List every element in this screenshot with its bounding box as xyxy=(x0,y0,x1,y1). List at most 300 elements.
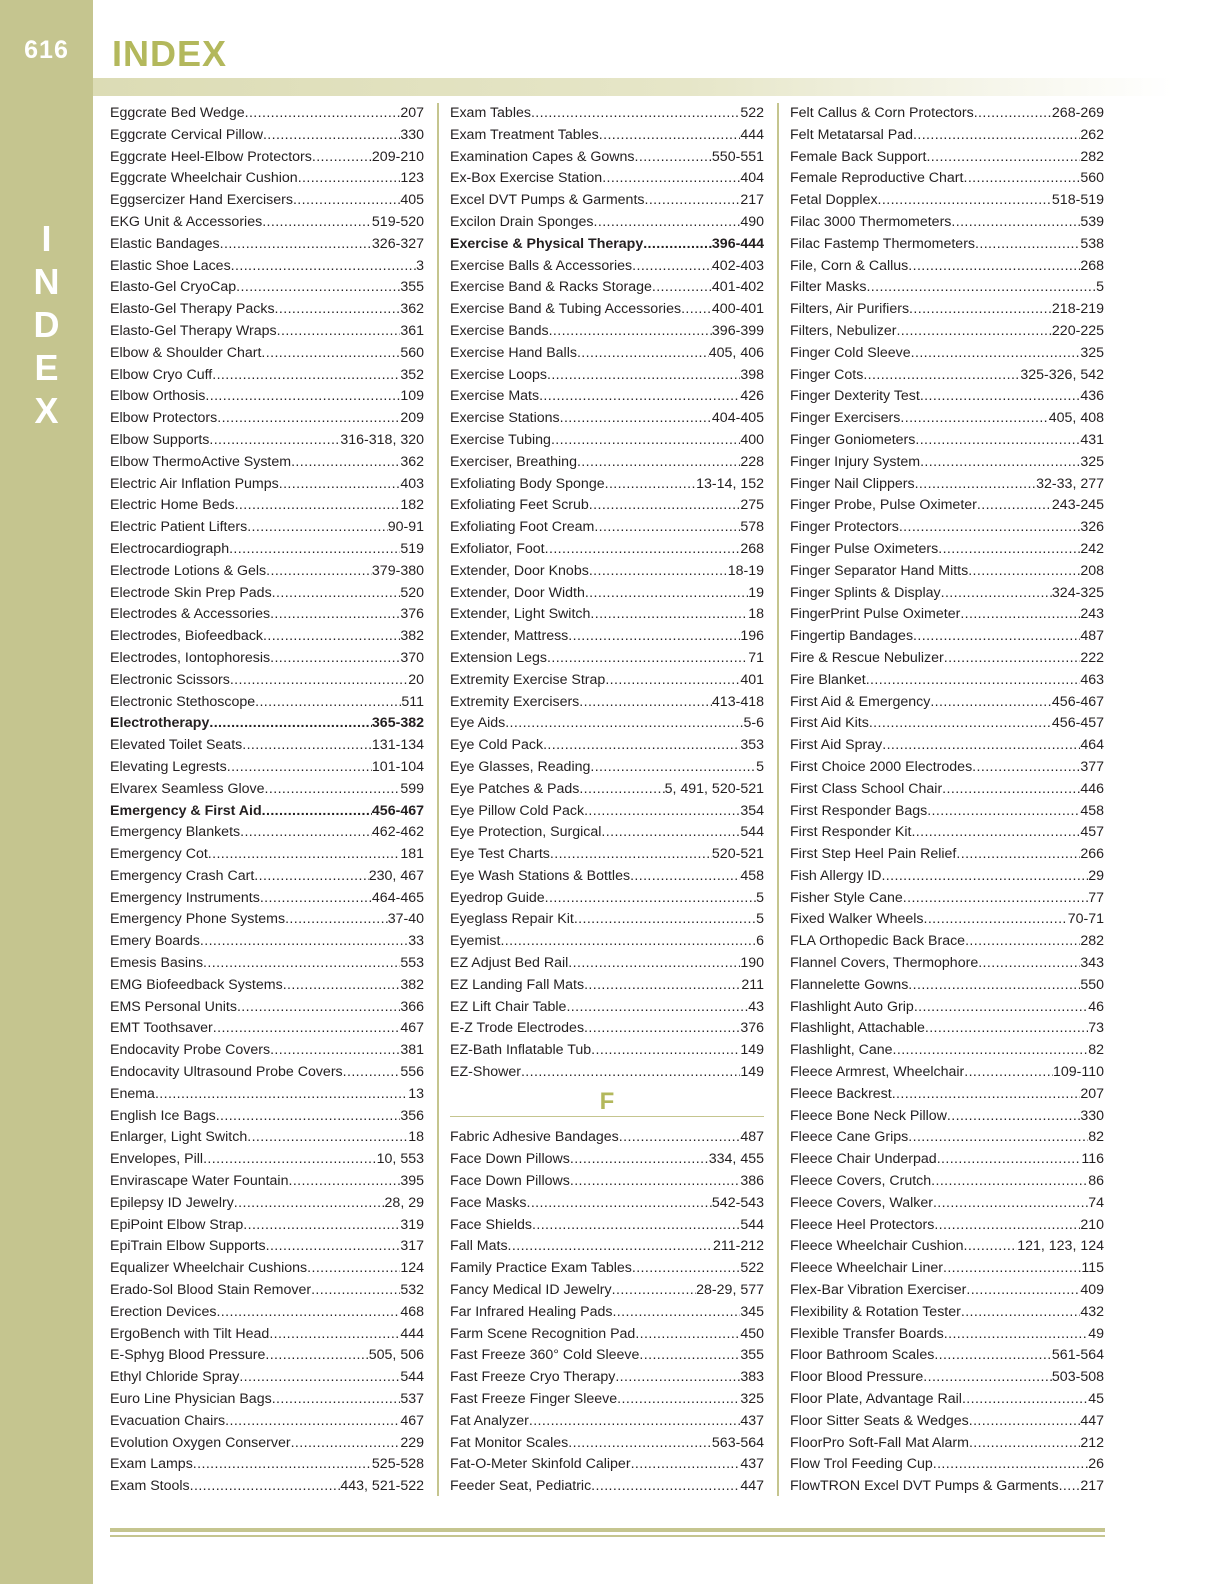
entry-page-ref: 544 xyxy=(740,824,764,841)
entry-page-ref: 544 xyxy=(740,1216,764,1233)
index-entry xyxy=(790,495,1104,517)
entry-name: Exercise Mats xyxy=(450,388,540,405)
index-entry xyxy=(110,844,424,866)
index-entry xyxy=(450,692,764,714)
dot-leader xyxy=(681,299,712,321)
index-entry xyxy=(110,1258,424,1280)
entry-name: Filter Masks xyxy=(790,279,867,296)
dot-leader xyxy=(209,713,372,735)
index-entry xyxy=(110,583,424,605)
index-entry xyxy=(110,1106,424,1128)
index-entry xyxy=(110,779,424,801)
entry-page-ref: 10, 553 xyxy=(376,1151,424,1168)
index-entry xyxy=(110,452,424,474)
entry-page-ref: 282 xyxy=(1080,933,1104,950)
dot-leader xyxy=(900,408,1048,430)
entry-name: Emergency & First Aid xyxy=(110,802,262,819)
entry-page-ref: 109 xyxy=(400,388,424,405)
dot-leader xyxy=(288,1171,400,1193)
entry-name: Flannel Covers, Thermophore xyxy=(790,955,979,972)
entry-name: Filters, Air Purifiers xyxy=(790,301,910,318)
index-entry xyxy=(790,583,1104,605)
entry-name: Eyemist xyxy=(450,933,501,950)
entry-name: Felt Metatarsal Pad xyxy=(790,126,914,143)
entry-name: FingerPrint Pulse Oximeter xyxy=(790,606,961,623)
entry-page-ref: 230, 467 xyxy=(368,867,424,884)
dot-leader xyxy=(934,1345,1052,1367)
dot-leader xyxy=(605,670,740,692)
dot-leader xyxy=(543,735,740,757)
dot-leader xyxy=(920,386,1080,408)
index-entry xyxy=(790,931,1104,953)
side-letter: D xyxy=(33,304,60,345)
entry-name: Exam Treatment Tables xyxy=(450,126,599,143)
index-entry xyxy=(110,365,424,387)
index-entry xyxy=(450,1433,764,1455)
dot-leader xyxy=(899,517,1081,539)
dot-leader xyxy=(630,866,740,888)
entry-name: Female Reproductive Chart xyxy=(790,170,964,187)
entry-name: Fleece Backrest xyxy=(790,1085,892,1102)
dot-leader xyxy=(508,1236,713,1258)
entry-page-ref: 82 xyxy=(1088,1042,1104,1059)
entry-name: Flashlight, Attachable xyxy=(790,1020,925,1037)
index-entry xyxy=(450,365,764,387)
index-entry xyxy=(110,1345,424,1367)
dot-leader xyxy=(579,692,712,714)
entry-page-ref: 446 xyxy=(1080,780,1104,797)
entry-page-ref: 207 xyxy=(1080,1085,1104,1102)
dot-leader xyxy=(908,256,1080,278)
dot-leader xyxy=(869,713,1052,735)
entry-page-ref: 519-520 xyxy=(371,213,424,230)
dot-leader xyxy=(590,757,756,779)
entry-name: Ex-Box Exercise Station xyxy=(450,170,603,187)
entry-page-ref: 400-401 xyxy=(711,301,764,318)
entry-name: Flashlight Auto Grip xyxy=(790,998,914,1015)
entry-page-ref: 525-528 xyxy=(371,1456,424,1473)
index-entry xyxy=(450,1193,764,1215)
entry-name: Fleece Chair Underpad xyxy=(790,1151,937,1168)
entry-name: Endocavity Ultrasound Probe Covers xyxy=(110,1064,343,1081)
footer-rule-thin xyxy=(110,1535,1105,1537)
index-entry xyxy=(110,801,424,823)
entry-name: Elasto-Gel CryoCap xyxy=(110,279,237,296)
entry-page-ref: 5 xyxy=(756,889,764,906)
entry-name: Exam Tables xyxy=(450,105,531,121)
index-entry xyxy=(450,212,764,234)
entry-name: Extender, Door Width xyxy=(450,584,585,601)
dot-leader xyxy=(619,1127,741,1149)
entry-page-ref: 181 xyxy=(400,846,424,863)
dot-leader xyxy=(547,648,748,670)
dot-leader xyxy=(930,692,1052,714)
index-entry xyxy=(790,1236,1104,1258)
index-entry xyxy=(450,735,764,757)
entry-name: Elbow Orthosis xyxy=(110,388,206,405)
entry-page-ref: 404 xyxy=(740,170,764,187)
page-title: INDEX xyxy=(112,33,228,74)
dot-leader xyxy=(291,452,400,474)
entry-page-ref: 538 xyxy=(1080,235,1104,252)
entry-page-ref: 468 xyxy=(400,1303,424,1320)
entry-page-ref: 316-318, 320 xyxy=(340,431,424,448)
index-entry xyxy=(790,1367,1104,1389)
entry-name: Flashlight, Cane xyxy=(790,1042,893,1059)
entry-name: Elasto-Gel Therapy Packs xyxy=(110,301,275,318)
dot-leader xyxy=(263,626,400,648)
entry-name: Fall Mats xyxy=(450,1238,508,1255)
dot-leader xyxy=(245,103,401,125)
dot-leader xyxy=(896,321,1051,343)
dot-leader xyxy=(632,256,712,278)
dot-leader xyxy=(589,495,741,517)
dot-leader xyxy=(545,539,741,561)
entry-name: EKG Unit & Accessories xyxy=(110,213,263,230)
dot-leader xyxy=(951,212,1080,234)
entry-name: Erado-Sol Blood Stain Remover xyxy=(110,1282,312,1299)
entry-page-ref: 20 xyxy=(408,671,424,688)
dot-leader xyxy=(601,822,740,844)
index-entry xyxy=(790,997,1104,1019)
index-entry xyxy=(450,1389,764,1411)
dot-leader xyxy=(193,1454,372,1476)
entry-name: Exfoliator, Foot xyxy=(450,540,545,557)
entry-page-ref: 520 xyxy=(400,584,424,601)
entry-page-ref: 268 xyxy=(740,540,764,557)
dot-leader xyxy=(272,1389,401,1411)
entry-page-ref: 544 xyxy=(400,1369,424,1386)
entry-page-ref: 450 xyxy=(740,1325,764,1342)
entry-name: Fire Blanket xyxy=(790,671,866,688)
dot-leader xyxy=(977,495,1052,517)
index-entry xyxy=(450,626,764,648)
dot-leader xyxy=(255,692,401,714)
entry-name: Finger Probe, Pulse Oximeter xyxy=(790,497,977,514)
dot-leader xyxy=(568,626,740,648)
index-column-1 xyxy=(110,103,424,1498)
entry-page-ref: 386 xyxy=(740,1173,764,1190)
dot-leader xyxy=(933,1193,1088,1215)
index-entry xyxy=(450,452,764,474)
entry-name: English Ice Bags xyxy=(110,1107,216,1124)
dot-leader xyxy=(213,1018,401,1040)
dot-leader xyxy=(941,583,1052,605)
entry-page-ref: 599 xyxy=(400,780,424,797)
index-entry xyxy=(790,1345,1104,1367)
entry-page-ref: 437 xyxy=(740,1412,764,1429)
entry-page-ref: 326 xyxy=(1080,519,1104,536)
entry-page-ref: 518-519 xyxy=(1051,192,1104,209)
entry-page-ref: 355 xyxy=(740,1347,764,1364)
entry-page-ref: 211 xyxy=(741,976,764,993)
index-entry xyxy=(110,1084,424,1106)
entry-page-ref: 467 xyxy=(400,1412,424,1429)
dot-leader xyxy=(964,1062,1053,1084)
index-entry xyxy=(450,1040,764,1062)
dot-leader xyxy=(270,1040,400,1062)
index-entry xyxy=(450,1127,764,1149)
index-entry xyxy=(450,1171,764,1193)
page-number: 616 xyxy=(24,36,69,64)
index-entry xyxy=(110,212,424,234)
dot-leader xyxy=(972,757,1080,779)
index-entry xyxy=(110,1193,424,1215)
index-entry xyxy=(790,1149,1104,1171)
entry-page-ref: 217 xyxy=(740,192,764,209)
dot-leader xyxy=(968,561,1080,583)
dot-leader xyxy=(263,125,400,147)
entry-name: Exfoliating Body Sponge xyxy=(450,475,605,492)
dot-leader xyxy=(577,343,709,365)
dot-leader xyxy=(643,234,712,256)
index-entry xyxy=(450,648,764,670)
dot-leader xyxy=(254,866,368,888)
entry-name: Face Masks xyxy=(450,1194,527,1211)
dot-leader xyxy=(975,234,1080,256)
entry-name: Fast Freeze Cryo Therapy xyxy=(450,1369,616,1386)
entry-name: E-Sphyg Blood Pressure xyxy=(110,1347,266,1364)
entry-name: Exercise Hand Balls xyxy=(450,344,577,361)
index-entry xyxy=(790,1127,1104,1149)
entry-name: Eggcrate Heel-Elbow Protectors xyxy=(110,148,312,165)
entry-name: Finger Nail Clippers xyxy=(790,475,915,492)
column-divider xyxy=(437,103,439,1496)
column-divider xyxy=(777,103,779,1496)
dot-leader xyxy=(947,1106,1080,1128)
index-entry xyxy=(110,1302,424,1324)
index-entry xyxy=(790,626,1104,648)
dot-leader xyxy=(589,561,728,583)
index-entry xyxy=(110,1062,424,1084)
entry-page-ref: 519 xyxy=(400,540,424,557)
entry-name: Felt Callus & Corn Protectors xyxy=(790,105,974,121)
entry-page-ref: 330 xyxy=(400,126,424,143)
entry-name: Finger Cots xyxy=(790,366,864,383)
entry-page-ref: 149 xyxy=(740,1064,764,1081)
index-entry xyxy=(790,779,1104,801)
entry-page-ref: 457 xyxy=(1080,824,1104,841)
entry-name: EZ-Bath Inflatable Tub xyxy=(450,1042,592,1059)
dot-leader xyxy=(529,1411,740,1433)
entry-page-ref: 124 xyxy=(400,1260,424,1277)
entry-page-ref: 431 xyxy=(1080,431,1104,448)
dot-leader xyxy=(235,495,401,517)
dot-leader xyxy=(617,1389,740,1411)
entry-name: Electrodes & Accessories xyxy=(110,606,271,623)
index-entry xyxy=(450,1476,764,1498)
dot-leader xyxy=(203,1149,377,1171)
index-entry xyxy=(450,561,764,583)
index-entry xyxy=(110,1324,424,1346)
dot-leader xyxy=(343,1062,401,1084)
entry-name: Finger Splints & Display xyxy=(790,584,941,601)
entry-name: EZ-Shower xyxy=(450,1064,521,1081)
dot-leader xyxy=(231,256,416,278)
index-entry xyxy=(790,168,1104,190)
entry-name: Finger Pulse Oximeters xyxy=(790,540,939,557)
entry-name: Eye Aids xyxy=(450,715,506,732)
index-entry xyxy=(110,321,424,343)
entry-name: Electrode Skin Prep Pads xyxy=(110,584,272,601)
entry-page-ref: 426 xyxy=(740,388,764,405)
entry-page-ref: 560 xyxy=(1080,170,1104,187)
dot-leader xyxy=(568,1433,712,1455)
dot-leader xyxy=(594,517,740,539)
entry-name: Electric Home Beds xyxy=(110,497,235,514)
entry-name: Finger Protectors xyxy=(790,519,899,536)
dot-leader xyxy=(632,1258,740,1280)
entry-page-ref: 325-326, 542 xyxy=(1020,366,1104,383)
entry-name: E-Z Trode Electrodes xyxy=(450,1020,585,1037)
entry-page-ref: 209 xyxy=(400,410,424,427)
dot-leader xyxy=(963,168,1080,190)
entry-page-ref: 326-327 xyxy=(371,235,424,252)
dot-leader xyxy=(915,430,1080,452)
index-entry xyxy=(790,234,1104,256)
entry-name: First Choice 2000 Electrodes xyxy=(790,758,973,775)
entry-page-ref: 437 xyxy=(740,1456,764,1473)
index-entry xyxy=(110,539,424,561)
index-entry xyxy=(450,474,764,496)
index-entry xyxy=(790,975,1104,997)
dot-leader xyxy=(291,1433,401,1455)
dot-leader xyxy=(242,735,372,757)
entry-name: Floor Blood Pressure xyxy=(790,1369,924,1386)
dot-leader xyxy=(526,1193,711,1215)
entry-name: Extremity Exercisers xyxy=(450,693,580,710)
entry-name: First Class School Chair xyxy=(790,780,943,797)
index-entry xyxy=(790,844,1104,866)
entry-name: Elastic Shoe Laces xyxy=(110,257,231,274)
entry-name: Enlarger, Light Switch xyxy=(110,1129,248,1146)
entry-name: Finger Separator Hand Mitts xyxy=(790,562,969,579)
index-entry xyxy=(450,386,764,408)
entry-page-ref: 550 xyxy=(1080,976,1104,993)
entry-name: EMT Toothsaver xyxy=(110,1020,213,1037)
index-entry xyxy=(450,975,764,997)
index-entry xyxy=(790,408,1104,430)
entry-page-ref: 266 xyxy=(1080,846,1104,863)
entry-name: Exfoliating Foot Cream xyxy=(450,519,595,536)
dot-leader xyxy=(639,1345,740,1367)
index-entry xyxy=(450,757,764,779)
dot-leader xyxy=(866,670,1081,692)
index-entry xyxy=(110,190,424,212)
index-column-3 xyxy=(790,103,1104,1498)
dot-leader xyxy=(908,1127,1088,1149)
entry-name: Eye Test Charts xyxy=(450,846,550,863)
entry-page-ref: 505, 506 xyxy=(368,1347,424,1364)
dot-leader xyxy=(205,386,400,408)
dot-leader xyxy=(915,474,1037,496)
entry-name: Family Practice Exam Tables xyxy=(450,1260,632,1277)
index-entry xyxy=(110,256,424,278)
dot-leader xyxy=(866,277,1096,299)
entry-name: Elasto-Gel Therapy Wraps xyxy=(110,322,277,339)
dot-leader xyxy=(644,190,740,212)
dot-leader xyxy=(234,1193,385,1215)
dot-leader xyxy=(584,1018,740,1040)
index-entry xyxy=(110,168,424,190)
entry-page-ref: 282 xyxy=(1080,148,1104,165)
index-entry xyxy=(450,1062,764,1084)
dot-leader xyxy=(631,1454,741,1476)
index-entry xyxy=(450,517,764,539)
entry-page-ref: 18-19 xyxy=(727,562,764,579)
entry-page-ref: 464-465 xyxy=(371,889,424,906)
entry-page-ref: 456-457 xyxy=(1051,715,1104,732)
entry-page-ref: 121, 123, 124 xyxy=(1017,1238,1104,1255)
index-entry xyxy=(790,125,1104,147)
entry-name: Elbow Supports xyxy=(110,431,210,448)
dot-leader xyxy=(212,365,400,387)
index-entry xyxy=(110,495,424,517)
entry-name: Fabric Adhesive Bandages xyxy=(450,1129,619,1146)
dot-leader xyxy=(243,1215,400,1237)
index-entry xyxy=(450,343,764,365)
index-entry xyxy=(790,1324,1104,1346)
entry-page-ref: 229 xyxy=(400,1434,424,1451)
index-entry xyxy=(110,386,424,408)
entry-page-ref: 356 xyxy=(400,1107,424,1124)
entry-name: Eye Patches & Pads xyxy=(450,780,580,797)
dot-leader xyxy=(217,408,400,430)
index-entry xyxy=(790,953,1104,975)
entry-page-ref: 109-110 xyxy=(1052,1064,1104,1081)
dot-leader xyxy=(978,953,1080,975)
index-entry xyxy=(110,343,424,365)
dot-leader xyxy=(925,1018,1088,1040)
dot-leader xyxy=(203,953,400,975)
index-entry xyxy=(790,365,1104,387)
entry-name: Face Down Pillows xyxy=(450,1151,570,1168)
dot-leader xyxy=(584,801,740,823)
entry-name: Electronic Stethoscope xyxy=(110,693,256,710)
entry-name: Eye Protection, Surgical xyxy=(450,824,602,841)
entry-page-ref: 382 xyxy=(400,628,424,645)
index-entry xyxy=(110,430,424,452)
dot-leader xyxy=(911,343,1081,365)
dot-leader xyxy=(966,1280,1080,1302)
index-entry xyxy=(790,561,1104,583)
dot-leader xyxy=(225,1411,400,1433)
dot-leader xyxy=(293,190,400,212)
entry-page-ref: 317 xyxy=(400,1238,424,1255)
index-entry xyxy=(790,343,1104,365)
entry-name: Envirascape Water Fountain xyxy=(110,1173,289,1190)
index-entry xyxy=(110,1433,424,1455)
index-entry xyxy=(790,1193,1104,1215)
entry-name: Eye Pillow Cold Pack xyxy=(450,802,585,819)
entry-page-ref: 330 xyxy=(1080,1107,1104,1124)
index-entry xyxy=(450,670,764,692)
entry-page-ref: 28-29, 577 xyxy=(696,1282,764,1299)
index-entry xyxy=(110,147,424,169)
entry-page-ref: 456-467 xyxy=(1051,693,1104,710)
dot-leader xyxy=(200,931,408,953)
dot-leader xyxy=(500,931,756,953)
dot-leader xyxy=(275,299,401,321)
index-entry xyxy=(110,953,424,975)
entry-page-ref: 101-104 xyxy=(371,758,424,775)
entry-name: First Aid & Emergency xyxy=(790,693,931,710)
entry-page-ref: 396-399 xyxy=(711,322,764,339)
entry-page-ref: 222 xyxy=(1080,649,1104,666)
index-entry xyxy=(110,648,424,670)
entry-name: Exam Stools xyxy=(110,1478,190,1495)
dot-leader xyxy=(240,822,372,844)
